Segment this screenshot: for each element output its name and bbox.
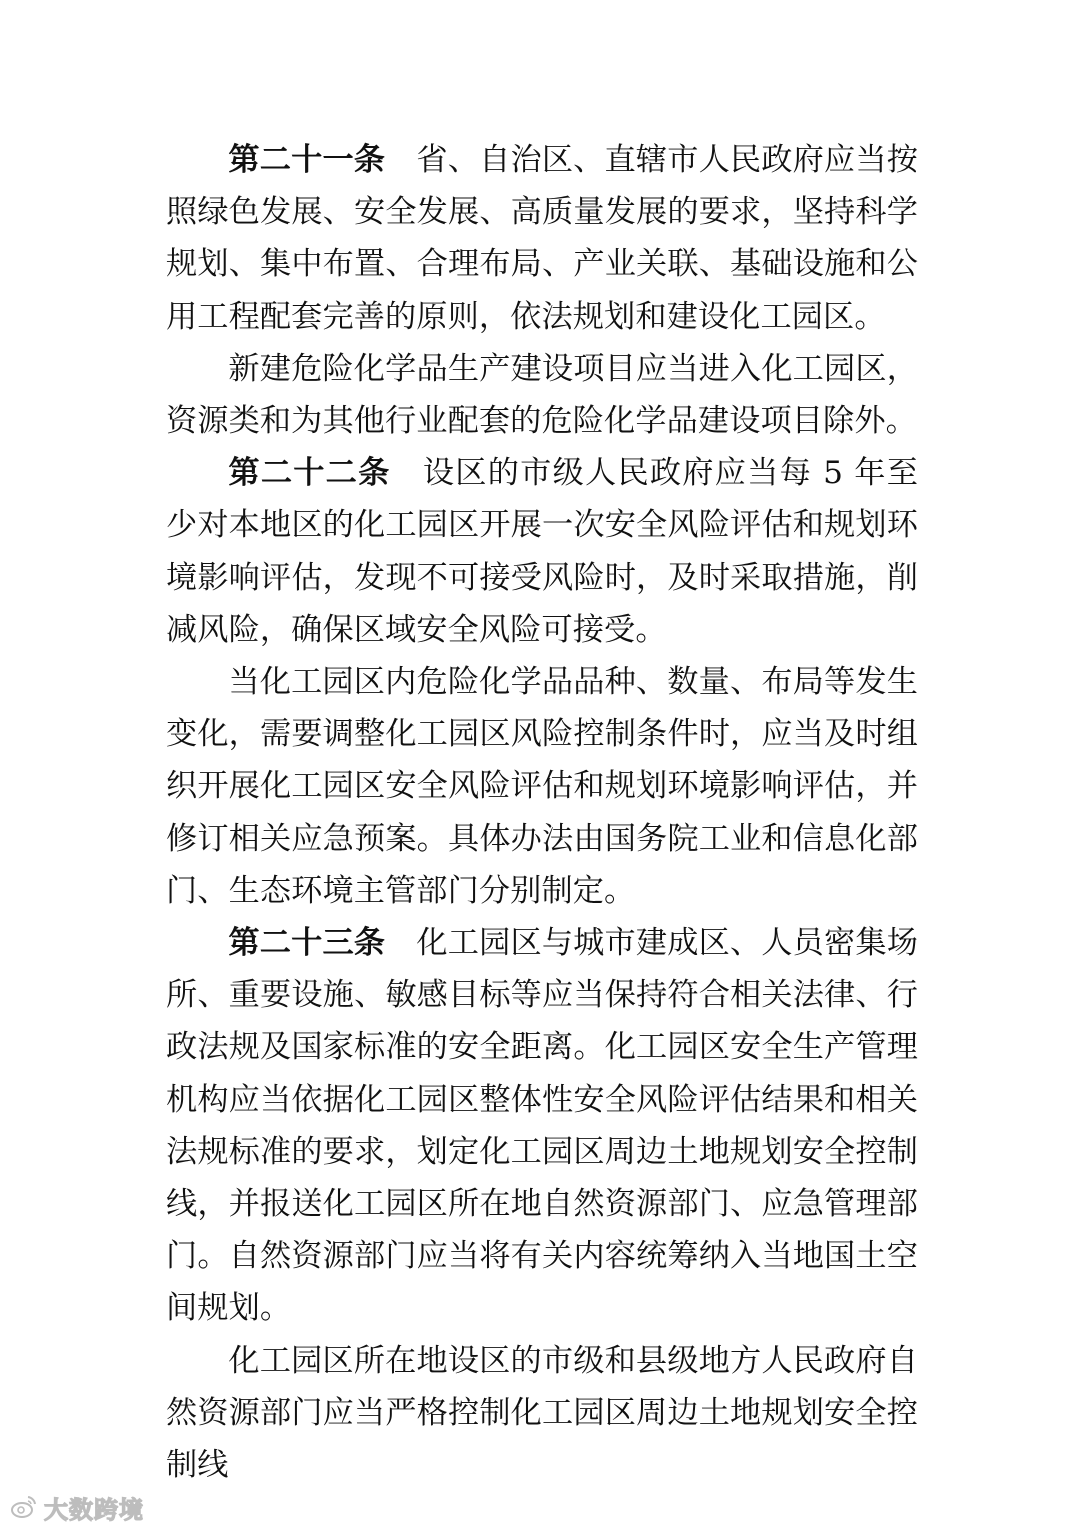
watermark [10, 1490, 144, 1524]
paragraph-article-23-clause-2 [166, 1335, 918, 1492]
article-number: 第二十一条 [228, 142, 386, 178]
paragraph-article-21-clause-2 [166, 343, 918, 447]
paragraph-article-21 [166, 134, 918, 343]
watermark-text: 大数跨境 [44, 1495, 144, 1524]
paragraph-text: 省、自治区、直辖市人民政府应当按照绿色发展、安全发展、高质量发展的要求，坚持科学规划、集中布置、合理布局、产业关联、基础设施和公用工程配套完善的原则，依法规划和建设化工园区。 [166, 142, 918, 335]
paragraph-article-22-clause-2 [166, 656, 918, 917]
article-number: 第二十三条 [228, 925, 386, 962]
article-number: 第二十二条 [228, 455, 391, 492]
paragraph-text: 新建危险化学品生产建设项目应当进入化工园区，资源类和为其他行业配套的危险化学品建设项目除外。 [166, 350, 918, 440]
weibo-logo-icon [10, 1493, 38, 1521]
paragraph-article-23 [166, 917, 918, 1335]
document-body [166, 134, 918, 1491]
paragraph-text: 设区的市级人民政府应当每 5 年至少对本地区的化工园区开展一次安全风险评估和规划环境影响评估，发现不可接受风险时，及时采取措施，削减风险，确保区域安全风险可接受。 [166, 455, 918, 648]
paragraph-article-22 [166, 447, 918, 656]
paragraph-text: 当化工园区内危险化学品品种、数量、布局等发生变化，需要调整化工园区风险控制条件时，应当及时组织开展化工园区安全风险评估和规划环境影响评估，并修订相关应急预案。具体办法由国务院工业和信息化部门、生态环境主管部门分别制定。 [166, 664, 918, 909]
paragraph-text: 化工园区所在地设区的市级和县级地方人民政府自然资源部门应当严格控制化工园区周边土地规划安全控制线 [166, 1342, 918, 1484]
paragraph-text: 化工园区与城市建成区、人员密集场所、重要设施、敏感目标等应当保持符合相关法律、行政法规及国家标准的安全距离。化工园区安全生产管理机构应当依据化工园区整体性安全风险评估结果和相关法规标准的要求，划定化工园区周边土地规划安全控制线，并报送化工园区所在地自然资源部门、应急管理部门。自然资源部门应当将有关内容统筹纳入当地国土空间规划。 [166, 925, 918, 1327]
